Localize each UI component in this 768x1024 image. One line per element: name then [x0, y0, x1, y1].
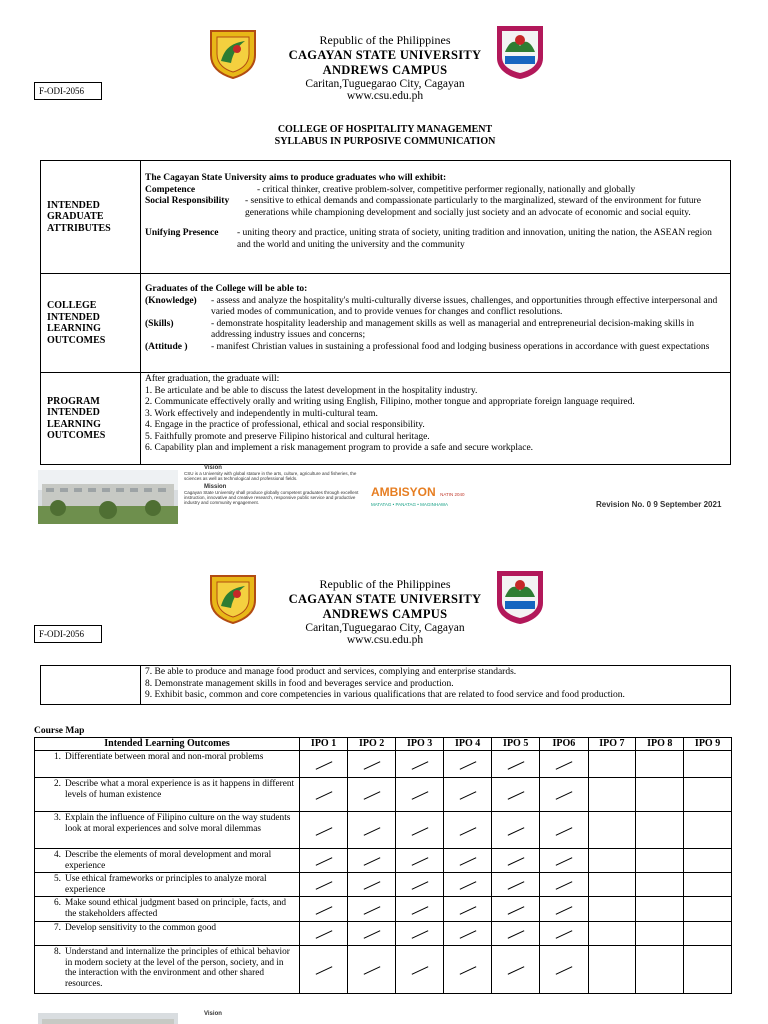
ipo-cell: [636, 922, 684, 946]
ilo-text: Differentiate between moral and non-moral problems: [65, 752, 264, 762]
ipo-cell: [396, 946, 444, 994]
ipo-cell: [444, 897, 492, 922]
ipo-cell: [636, 812, 684, 849]
ipo-cell: [684, 849, 732, 873]
ipo-cell: [636, 778, 684, 812]
course-map-table: [34, 737, 732, 994]
ipo-cell: [396, 812, 444, 849]
check-mark-icon: [411, 761, 428, 770]
program-outcome-item: 1. Be articulate and be able to discuss the latest development in the hospitality industry.: [145, 385, 478, 396]
ilo-cell: [35, 946, 300, 994]
ipo-cell: [588, 812, 636, 849]
check-mark-icon: [363, 930, 380, 939]
mission-text: Cagayan State University shall produce globally competent graduates through excellent instruction, innovative and creative research, responsive public service and productive industry and community engagement.: [184, 490, 359, 505]
ipo-cell: [492, 849, 540, 873]
ipo-cell: [300, 873, 348, 897]
graduate-attributes-intro: The Cagayan State University aims to produce graduates who will exhibit:: [145, 173, 447, 183]
ipo-cell: [492, 922, 540, 946]
ilo-text: Develop sensitivity to the common good: [65, 923, 217, 933]
ipo-cell: [492, 946, 540, 994]
ipo-cell: [444, 922, 492, 946]
check-mark-icon: [507, 966, 524, 975]
ilo-cell: [35, 812, 300, 849]
natin-text: NATIN 2040: [440, 492, 465, 497]
check-mark-icon: [315, 791, 332, 800]
college-outcomes-intro: Graduates of the College will be able to:: [145, 284, 308, 294]
republic-text: Republic of the Philippines: [319, 33, 451, 47]
ipo-cell: [684, 922, 732, 946]
college-outcomes-label: COLLEGE INTENDED LEARNING OUTCOMES: [41, 274, 141, 373]
ipo-cell: [396, 873, 444, 897]
program-outcome-item: 5. Faithfully promote and preserve Filipino historical and cultural heritage.: [145, 431, 430, 442]
check-mark-icon: [363, 906, 380, 915]
ipo-cell: [348, 873, 396, 897]
check-mark-icon: [507, 906, 524, 915]
check-mark-icon: [555, 791, 572, 800]
ilo-number: 3.: [54, 813, 61, 823]
check-mark-icon: [555, 930, 572, 939]
attribute-item: Unifying Presence - uniting theory and practice, uniting strata of society, uniting tradition and innovation, uniting the nation, the ASEAN region and the world and uniting the university and the community: [145, 228, 712, 250]
check-mark-icon: [459, 930, 476, 939]
ipo-cell: [444, 946, 492, 994]
ambisyon-text: AMBISYON: [371, 485, 436, 499]
program-outcomes-row: [41, 373, 731, 465]
ipo-cell: [348, 751, 396, 778]
ipo-cell: [636, 873, 684, 897]
ilo-number: 2.: [54, 779, 61, 789]
mission-label: Mission: [204, 484, 227, 490]
course-map-header-row: [35, 738, 732, 751]
ipo-cell: [492, 751, 540, 778]
ipo-cell: [300, 849, 348, 873]
campus-photo: [38, 1012, 178, 1024]
program-outcomes-continued: [40, 665, 731, 705]
check-mark-icon: [507, 827, 524, 836]
ipo-cell: [444, 849, 492, 873]
ipo-cell: [348, 897, 396, 922]
ipo-cell: [300, 897, 348, 922]
ipo-cell: [540, 751, 588, 778]
check-mark-icon: [411, 966, 428, 975]
check-mark-icon: [363, 791, 380, 800]
program-outcome-item: 4. Engage in the practice of professional, ethical and social responsibility.: [145, 420, 425, 430]
republic-text: Republic of the Philippines: [319, 577, 451, 591]
check-mark-icon: [411, 857, 428, 866]
ipo-cell: [300, 812, 348, 849]
ipo-cell: [444, 778, 492, 812]
ilo-number: 8.: [54, 947, 61, 957]
check-mark-icon: [555, 857, 572, 866]
program-outcome-item: 2. Communicate effectively orally and writing using English, Filipino, mother tongue and appropriate foreign language required.: [145, 397, 635, 407]
revision-text: Revision No. 0 9 September 2021: [596, 500, 722, 509]
course-map-row: [35, 897, 732, 922]
ilo-text: Describe what a moral experience is as it happens in different levels of human existence: [65, 779, 295, 800]
form-code: F-ODI-2056: [34, 625, 102, 643]
course-map-row: [35, 751, 732, 778]
program-outcomes-intro: After graduation, the graduate will:: [145, 374, 280, 384]
check-mark-icon: [459, 761, 476, 770]
attribute-item: Social Responsibility - sensitive to ethical demands and compassionate particularly to the marginalized, steward of the environment for future generations while championing development and socially just society and an advocate of economic and social equity.: [145, 196, 701, 218]
outcome-item: (Attitude ) - manifest Christian values in sustaining a professional food and lodging business operations in accordance with guest expectations: [145, 341, 710, 352]
campus-name: ANDREWS CAMPUS: [322, 607, 448, 621]
ipo-cell: [588, 897, 636, 922]
ipo-header: IPO6: [540, 738, 588, 751]
outcome-item: (Skills) - demonstrate hospitality leadership and management skills as well as managerial and entrepreneurial decision-making skills in addressing industry issues and concerns;: [145, 318, 695, 340]
address-text: Caritan,Tuguegarao City, Cagayan: [305, 622, 465, 634]
ilo-cell: [35, 897, 300, 922]
campus-photo: [38, 470, 178, 524]
program-outcome-item: 3. Work effectively and independently in multi-cultural team.: [145, 408, 378, 419]
check-mark-icon: [459, 881, 476, 890]
ilo-text: Explain the influence of Filipino culture on the way students look at moral experiences and solve moral dilemmas: [65, 813, 291, 834]
check-mark-icon: [363, 966, 380, 975]
ipo-cell: [588, 873, 636, 897]
check-mark-icon: [315, 906, 332, 915]
ipo-cell: [396, 778, 444, 812]
check-mark-icon: [411, 906, 428, 915]
check-mark-icon: [411, 930, 428, 939]
ipo-cell: [300, 946, 348, 994]
course-map-row: [35, 946, 732, 994]
ipo-cell: [540, 946, 588, 994]
ipo-cell: [636, 849, 684, 873]
graduate-attributes-row: [41, 161, 731, 274]
ipo-cell: [684, 946, 732, 994]
ipo-cell: [684, 812, 732, 849]
ipo-cell: [300, 751, 348, 778]
ilo-number: 1.: [54, 752, 61, 762]
vision-label: Vision: [204, 465, 222, 471]
check-mark-icon: [411, 827, 428, 836]
ipo-cell: [492, 812, 540, 849]
ipo-cell: [540, 897, 588, 922]
check-mark-icon: [315, 881, 332, 890]
website-text: www.csu.edu.ph: [346, 90, 424, 102]
website-text: www.csu.edu.ph: [346, 634, 424, 646]
ipo-cell: [300, 922, 348, 946]
program-outcome-item: 9. Exhibit basic, common and core competencies in various qualifications that are related to food service and food production.: [145, 690, 625, 700]
form-code: F-ODI-2056: [34, 82, 102, 100]
ipo-header: IPO 1: [300, 738, 348, 751]
check-mark-icon: [363, 761, 380, 770]
ipo-cell: [444, 751, 492, 778]
ipo-cell: [492, 873, 540, 897]
program-outcome-item: 7. Be able to produce and manage food product and services, complying and enterprise standards.: [145, 667, 517, 677]
ipo-cell: [396, 922, 444, 946]
ipo-cell: [540, 849, 588, 873]
check-mark-icon: [507, 761, 524, 770]
vision-label: Vision: [204, 1011, 222, 1017]
check-mark-icon: [315, 827, 332, 836]
college-title: COLLEGE OF HOSPITALITY MANAGEMENT: [277, 124, 493, 135]
ipo-header: IPO 5: [492, 738, 540, 751]
ipo-cell: [396, 897, 444, 922]
course-map-title: Course Map: [34, 726, 85, 736]
ipo-cell: [588, 922, 636, 946]
ipo-cell: [348, 778, 396, 812]
ipo-header: IPO 7: [588, 738, 636, 751]
outcome-item: (Knowledge) - assess and analyze the hospitality's multi-culturally diverse issues, challenges, and opportunities through effective interpersonal and varied modes of communication, and to provide venues for changes and conflict resolutions.: [145, 295, 718, 317]
check-mark-icon: [363, 827, 380, 836]
vision-text: CSU is a University with global stature in the arts, culture, agriculture and fisheries, the sciences as well as technological and professional fields.: [184, 471, 357, 481]
check-mark-icon: [459, 906, 476, 915]
check-mark-icon: [459, 791, 476, 800]
ipo-header: IPO 9: [684, 738, 732, 751]
ipo-cell: [684, 873, 732, 897]
check-mark-icon: [315, 930, 332, 939]
ilo-number: 4.: [54, 850, 61, 860]
ipo-cell: [492, 778, 540, 812]
program-outcomes-label: PROGRAM INTENDED LEARNING OUTCOMES: [41, 373, 141, 465]
ipo-cell: [300, 778, 348, 812]
course-map-row: [35, 812, 732, 849]
check-mark-icon: [459, 857, 476, 866]
check-mark-icon: [507, 791, 524, 800]
ipo-header: IPO 3: [396, 738, 444, 751]
ipo-cell: [348, 946, 396, 994]
program-outcome-item: 8. Demonstrate management skills in food and beverages service and production.: [145, 678, 454, 689]
ipo-cell: [540, 778, 588, 812]
check-mark-icon: [363, 857, 380, 866]
check-mark-icon: [315, 857, 332, 866]
check-mark-icon: [555, 881, 572, 890]
ilo-cell: [35, 849, 300, 873]
ipo-header: IPO 2: [348, 738, 396, 751]
check-mark-icon: [315, 966, 332, 975]
ilo-text: Describe the elements of moral development and moral experience: [65, 850, 272, 871]
course-map-row: [35, 849, 732, 873]
ipo-cell: [444, 873, 492, 897]
university-name: CAGAYAN STATE UNIVERSITY: [288, 592, 482, 606]
check-mark-icon: [459, 827, 476, 836]
ipo-cell: [348, 922, 396, 946]
ilo-cell: [35, 751, 300, 778]
attributes-table: [40, 160, 731, 465]
ilo-number: 6.: [54, 898, 61, 908]
check-mark-icon: [555, 906, 572, 915]
ilo-text: Understand and internalize the principles of ethical behavior in modern society at the level of the person, society, and in the interaction with the environment and other shared resources.: [65, 947, 290, 989]
ipo-cell: [492, 897, 540, 922]
check-mark-icon: [507, 881, 524, 890]
ipo-cell: [540, 812, 588, 849]
syllabus-title: SYLLABUS IN PURPOSIVE COMMUNICATION: [274, 136, 496, 147]
ipo-cell: [540, 922, 588, 946]
check-mark-icon: [411, 791, 428, 800]
ilo-cell: [35, 778, 300, 812]
ipo-cell: [540, 873, 588, 897]
ipo-cell: [636, 946, 684, 994]
ipo-cell: [684, 778, 732, 812]
ipo-cell: [588, 778, 636, 812]
check-mark-icon: [411, 881, 428, 890]
check-mark-icon: [507, 930, 524, 939]
check-mark-icon: [555, 827, 572, 836]
ipo-cell: [684, 751, 732, 778]
ambisyon-logo: [371, 483, 491, 507]
ipo-cell: [588, 946, 636, 994]
college-outcomes-row: [41, 274, 731, 373]
ipo-cell: [684, 897, 732, 922]
check-mark-icon: [555, 761, 572, 770]
ilo-number: 5.: [54, 874, 61, 884]
ipo-cell: [348, 812, 396, 849]
ilo-number: 7.: [54, 923, 61, 933]
graduate-attributes-label: INTENDED GRADUATE ATTRIBUTES: [41, 161, 141, 274]
course-map-row: [35, 778, 732, 812]
check-mark-icon: [315, 761, 332, 770]
check-mark-icon: [363, 881, 380, 890]
university-name: CAGAYAN STATE UNIVERSITY: [288, 48, 482, 62]
ilo-text: Make sound ethical judgment based on principle, facts, and the stakeholders affected: [65, 898, 286, 919]
ipo-cell: [588, 751, 636, 778]
check-mark-icon: [507, 857, 524, 866]
ilo-text: Use ethical frameworks or principles to analyze moral experience: [65, 874, 267, 895]
ilo-header: Intended Learning Outcomes: [35, 738, 300, 751]
course-map-row: [35, 922, 732, 946]
ipo-header: IPO 8: [636, 738, 684, 751]
ilo-cell: [35, 922, 300, 946]
course-map-row: [35, 873, 732, 897]
check-mark-icon: [555, 966, 572, 975]
ipo-cell: [396, 849, 444, 873]
ipo-cell: [636, 897, 684, 922]
ipo-cell: [396, 751, 444, 778]
ambisyon-subtext: MATATAG • PANATAG • MAGINHAWA: [371, 502, 448, 507]
ilo-cell: [35, 873, 300, 897]
ipo-cell: [636, 751, 684, 778]
campus-name: ANDREWS CAMPUS: [322, 63, 448, 77]
ipo-cell: [444, 812, 492, 849]
address-text: Caritan,Tuguegarao City, Cagayan: [305, 78, 465, 90]
ipo-cell: [348, 849, 396, 873]
ipo-cell: [588, 849, 636, 873]
attribute-item: Competence - critical thinker, creative problem-solver, competitive performer regionally, nationally and globally: [145, 184, 636, 195]
check-mark-icon: [459, 966, 476, 975]
program-outcome-item: 6. Capability plan and implement a risk management program to provide a safe and secure workplace.: [145, 443, 534, 453]
ipo-header: IPO 4: [444, 738, 492, 751]
